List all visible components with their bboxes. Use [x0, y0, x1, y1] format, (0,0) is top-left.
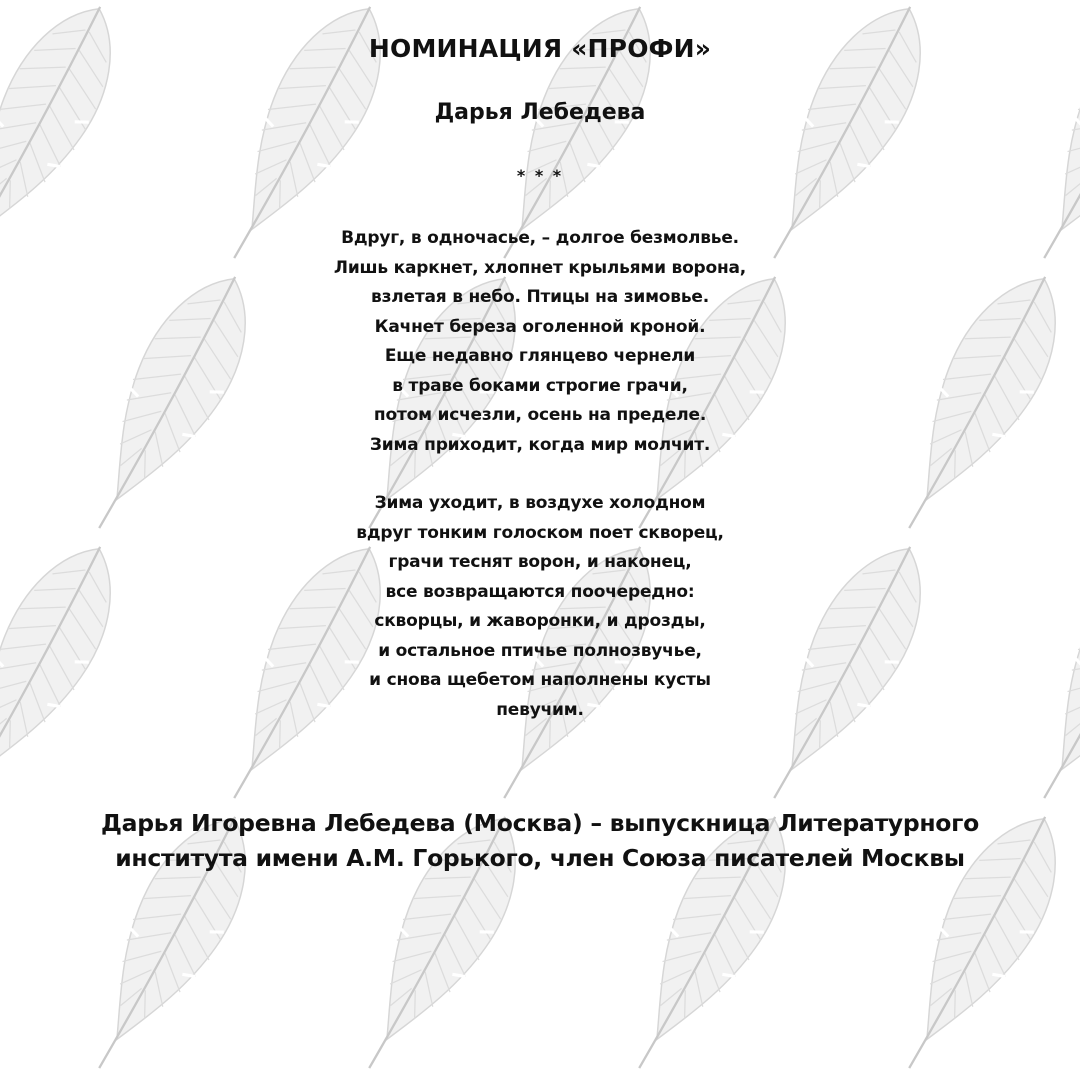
poem-line: Еще недавно глянцево чернели — [384, 346, 696, 366]
poem-line: в траве боками строгие грачи, — [392, 375, 688, 396]
poem-line: и остальное птичье полнозвучье, — [378, 640, 702, 661]
page-title: НОМИНАЦИЯ «ПРОФИ» — [368, 34, 712, 63]
poem-line: Лишь каркнет, хлопнет крыльями ворона, — [333, 257, 747, 278]
poem-line: Зима уходит, в воздухе холодном — [374, 493, 706, 513]
poem-line: Вдруг, в одночасье, – долгое безмолвье. — [341, 228, 739, 248]
poem-body — [0, 224, 1080, 754]
author-bio-line: Дарья Игоревна Лебедева (Москва) – выпускница Литературного — [101, 809, 979, 837]
poem-line: скворцы, и жаворонки, и дрозды, — [374, 611, 706, 631]
author-bio-line: института имени А.М. Горького, член Союза писателей Москвы — [115, 844, 965, 872]
poem-stanza-1 — [0, 224, 1080, 460]
poem-line: и снова щебетом наполнены кусты — [369, 670, 711, 690]
poem-line: певучим. — [496, 699, 584, 720]
poem-line: взлетая в небо. Птицы на зимовье. — [371, 287, 709, 307]
poem-line: все возвращаются поочередно: — [385, 581, 695, 602]
poem-line: Зима приходит, когда мир молчит. — [369, 434, 711, 455]
stanza-separator: * * * — [516, 166, 564, 185]
poem-line: потом исчезли, осень на пределе. — [373, 405, 707, 425]
poem-line: грачи теснят ворон, и наконец, — [388, 552, 692, 572]
poem-line: вдруг тонким голоском поет скворец, — [356, 522, 724, 543]
poem-line: Качнет береза оголенной кроной. — [374, 316, 706, 337]
author-name: Дарья Лебедева — [434, 100, 646, 125]
poem-stanza-2 — [0, 489, 1080, 725]
author-bio — [0, 806, 1080, 876]
